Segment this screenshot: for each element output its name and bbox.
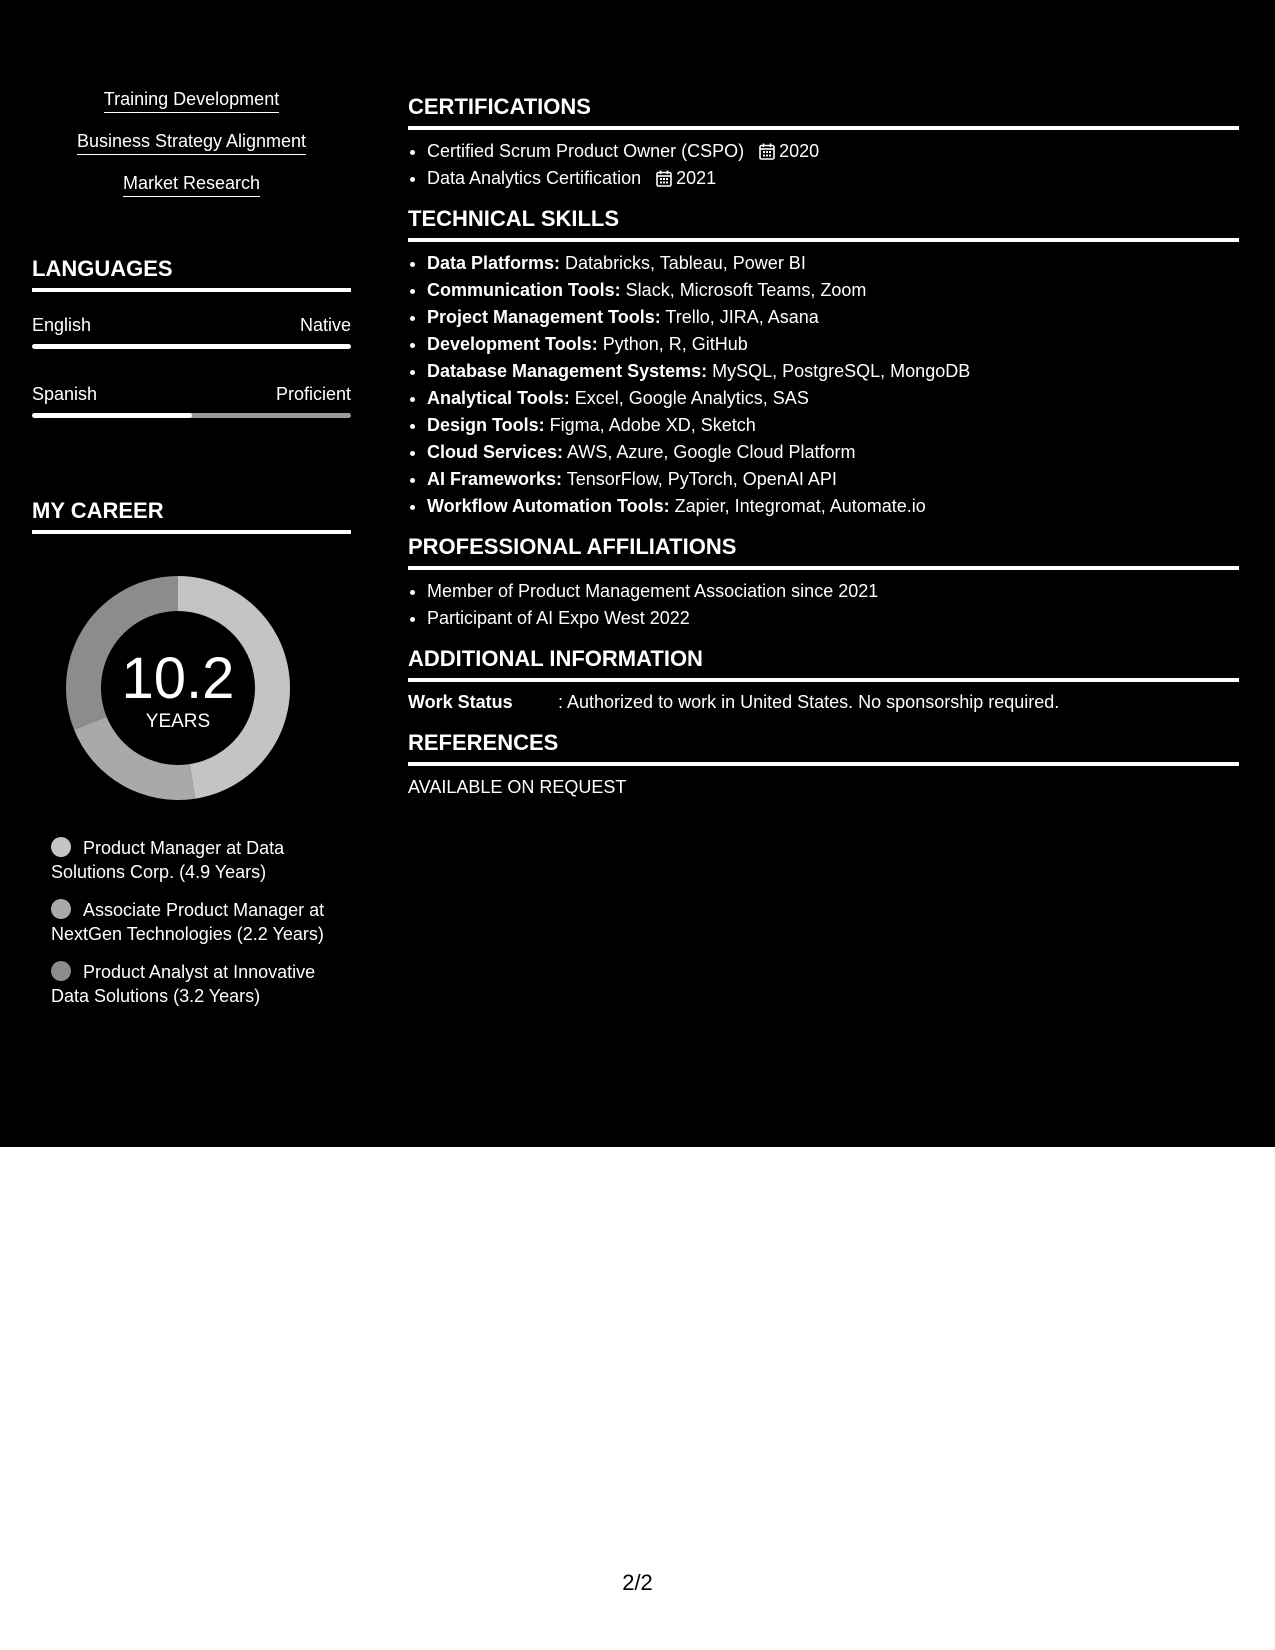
career-donut-chart <box>66 576 290 800</box>
skill-values: AWS, Azure, Google Cloud Platform <box>563 442 856 462</box>
career-heading: MY CAREER <box>32 498 351 534</box>
technical-skills-list <box>408 250 1239 520</box>
skill-category: Cloud Services: <box>427 442 564 462</box>
skill-category: Analytical Tools: <box>427 388 570 408</box>
skill-category: Database Management Systems: <box>427 361 708 381</box>
certifications-list <box>408 138 1239 192</box>
work-status-label: Work Status <box>408 692 513 712</box>
skill-values: Trello, JIRA, Asana <box>660 307 819 327</box>
skill-values: Figma, Adobe XD, Sketch <box>544 415 756 435</box>
skill-item <box>427 439 1239 466</box>
career-legend-item <box>51 960 331 1008</box>
language-proficiency-fill <box>32 344 351 349</box>
language-row <box>32 314 351 336</box>
affiliations-section <box>408 534 1239 632</box>
skill-tag: Training Development <box>104 88 279 113</box>
skill-item <box>427 358 1239 385</box>
skill-tag: Business Strategy Alignment <box>77 130 306 155</box>
skill-category: Development Tools: <box>427 334 598 354</box>
career-legend-item <box>51 836 331 884</box>
certification-name: Certified Scrum Product Owner (CSPO) <box>427 141 745 161</box>
skill-category: Workflow Automation Tools: <box>427 496 670 516</box>
language-row <box>32 383 351 405</box>
skill-item <box>427 277 1239 304</box>
career-legend-item <box>51 898 331 946</box>
skill-category: AI Frameworks: <box>427 469 563 489</box>
language-proficiency-bar <box>32 413 351 418</box>
section-heading: ADDITIONAL INFORMATION <box>408 646 1239 682</box>
career-total-years: 10.2 <box>121 646 235 711</box>
languages-heading: LANGUAGES <box>32 256 351 292</box>
language-name: English <box>32 315 92 335</box>
donut-center <box>66 576 290 800</box>
legend-dot-icon <box>51 961 71 981</box>
skill-category: Project Management Tools: <box>427 307 661 327</box>
certification-year: 2021 <box>676 168 717 188</box>
skill-category: Design Tools: <box>427 415 545 435</box>
skill-item <box>427 412 1239 439</box>
references-text: AVAILABLE ON REQUEST <box>408 777 627 797</box>
certification-name: Data Analytics Certification <box>427 168 642 188</box>
language-name: Spanish <box>32 384 98 404</box>
skill-values: TensorFlow, PyTorch, OpenAI API <box>562 469 837 489</box>
skill-category: Communication Tools: <box>427 280 621 300</box>
skill-values: Excel, Google Analytics, SAS <box>569 388 809 408</box>
certifications-section <box>408 94 1239 192</box>
calendar-icon <box>656 170 672 187</box>
skill-values: Zapier, Integromat, Automate.io <box>669 496 926 516</box>
work-status-value: : Authorized to work in United States. No sponsorship required. <box>558 692 1060 712</box>
references-section <box>408 730 1239 799</box>
certification-year: 2020 <box>779 141 820 161</box>
career-legend-label: Product Analyst at Innovative Data Solutions (3.2 Years) <box>51 962 316 1006</box>
skill-item <box>427 466 1239 493</box>
section-heading: CERTIFICATIONS <box>408 94 1239 130</box>
certification-item <box>427 138 1239 165</box>
career-years-unit: YEARS <box>145 711 211 732</box>
skill-category: Data Platforms: <box>427 253 561 273</box>
career-legend-label: Associate Product Manager at NextGen Technologies (2.2 Years) <box>51 900 325 944</box>
section-heading: TECHNICAL SKILLS <box>408 206 1239 242</box>
certification-item <box>427 165 1239 192</box>
technical-skills-section <box>408 206 1239 520</box>
skill-values: Slack, Microsoft Teams, Zoom <box>620 280 867 300</box>
career-legend-label: Product Manager at Data Solutions Corp. (4.9 Years) <box>51 838 285 882</box>
skill-tag: Market Research <box>123 172 260 197</box>
career-legend <box>51 836 331 1022</box>
skill-item <box>427 304 1239 331</box>
language-level: Native <box>299 315 351 335</box>
skill-values: MySQL, PostgreSQL, MongoDB <box>707 361 971 381</box>
skill-tags <box>32 88 351 214</box>
skill-values: Python, R, GitHub <box>597 334 748 354</box>
main-content <box>408 94 1239 799</box>
section-heading: PROFESSIONAL AFFILIATIONS <box>408 534 1239 570</box>
work-status-row <box>408 690 1239 714</box>
skill-item <box>427 331 1239 358</box>
language-proficiency-bar <box>32 344 351 349</box>
skill-item <box>427 493 1239 520</box>
affiliation-item: • Participant of AI Expo West 2022 <box>427 605 1239 632</box>
skill-item <box>427 385 1239 412</box>
section-heading: REFERENCES <box>408 730 1239 766</box>
additional-info-section <box>408 646 1239 714</box>
affiliations-list <box>408 578 1239 632</box>
legend-dot-icon <box>51 837 71 857</box>
language-proficiency-fill <box>32 413 192 418</box>
affiliation-item: • Member of Product Management Association since 2021 <box>427 578 1239 605</box>
page-number: 2/2 <box>622 1570 653 1595</box>
skill-item <box>427 250 1239 277</box>
calendar-icon <box>759 143 775 160</box>
language-level: Proficient <box>275 384 351 404</box>
skill-values: Databricks, Tableau, Power BI <box>560 253 806 273</box>
legend-dot-icon <box>51 899 71 919</box>
